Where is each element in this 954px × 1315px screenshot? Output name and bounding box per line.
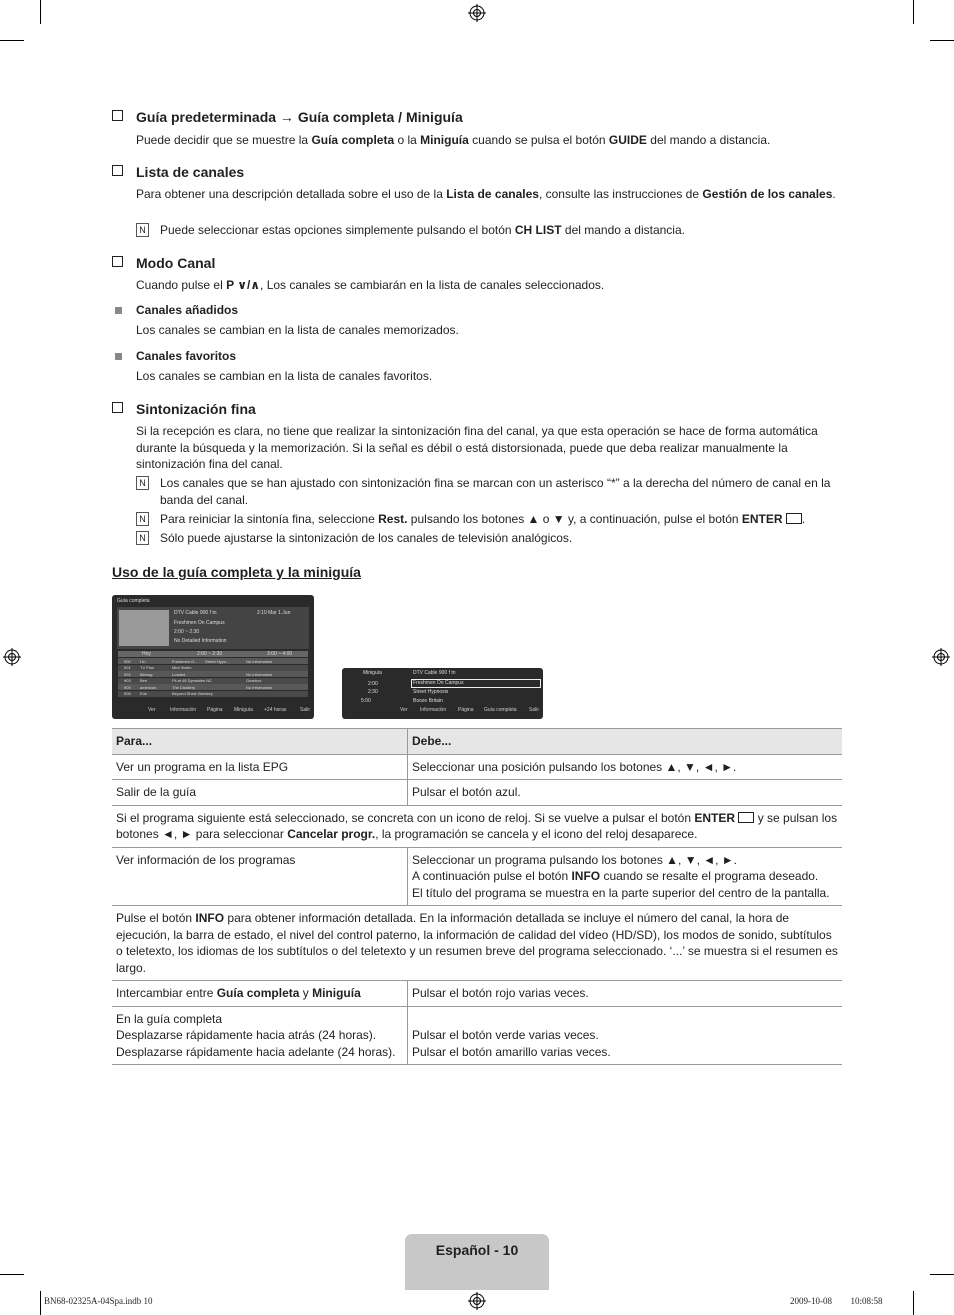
guide-grid-cell: E4e: [140, 691, 148, 696]
square-bullet-icon: [115, 307, 122, 314]
mini-footer-bar: Ver Información Página Guía completa Salir: [400, 707, 540, 713]
table-cell: Si el programa siguiente está seleccionado, se concreta con un icono de reloj. Si se vuelve a pulsar el botón ENTER y se pulsan los botones ◄, ► para seleccionar Cancelar progr., la programación se cancela y el icono del reloj desaparece.: [112, 805, 842, 847]
print-date: 2009-10-08 ￿￿ 10:08:58: [790, 1296, 883, 1306]
mini-time: 2:00: [368, 681, 378, 687]
crop-mark: [0, 40, 24, 41]
mini-program: Booze Britain: [413, 698, 443, 704]
program-name: Freshmen On Campus: [174, 620, 225, 626]
crop-mark: [913, 1291, 914, 1315]
guide-grid-cell: f tn: [140, 658, 146, 664]
crop-mark: [0, 1274, 24, 1275]
guide-grid-cell: 903: [124, 678, 131, 683]
guide-grid-cell: Street Hypn...: [205, 658, 230, 664]
guide-grid-cell: No Information: [246, 658, 273, 664]
sub-body-anadidos: Los canales se cambian en la lista de canales memorizados.: [136, 323, 459, 337]
guide-grid-cell: american: [140, 684, 157, 690]
page-number-tab: [405, 1234, 549, 1290]
channel-name: DTV Cable 900 f tn: [174, 610, 217, 616]
checkbox-bullet-icon: [112, 402, 123, 413]
guide-grid-cell: 906: [124, 691, 131, 696]
crop-mark: [40, 0, 41, 24]
crop-mark: [930, 40, 954, 41]
mini-time: 5:00: [361, 698, 371, 704]
sinto-body: Si la recepción es clara, no tiene que realizar la sintonización fina del canal, ya que esta operación se hace de forma automática durante la búsqueda y la memorización. Si la señal es débil o está distorsionada, puede que deba realizar manualmente la sintonización fina del canal.: [136, 424, 818, 471]
guide-grid-cell: Gearbox: [246, 678, 262, 683]
grid-header-left: Hoy: [142, 651, 151, 657]
guide-grid-cell: 901: [124, 665, 131, 670]
mini-time: 2:30: [368, 689, 378, 695]
crop-mark: [930, 1274, 954, 1275]
table-row: [112, 754, 842, 780]
table-header-row: [112, 729, 842, 755]
section-title-guia: Guía predeterminada → Guía completa / Miniguía: [112, 109, 463, 125]
modo-body: Cuando pulse el P ∨/∧, Los canales se cambiarán en la lista de canales seleccionados.: [136, 278, 605, 292]
enter-icon: [786, 513, 802, 524]
guia-body: Puede decidir que se muestre la Guía completa o la Miniguía cuando se pulsa el botón GUIDE del mando a distancia.: [136, 133, 771, 147]
sinto-note-3: N Sólo puede ajustarse la sintonización de los canales de televisión analógicos.: [136, 530, 846, 547]
guide-grid-cell: Freshmen O...: [172, 658, 198, 664]
lista-note: N Puede seleccionar estas opciones simplemente pulsando el botón CH LIST del mando a distancia.: [136, 222, 846, 239]
table-cell: Pulsar el botón verde varias veces. Pulsar el botón amarillo varias veces.: [408, 1006, 843, 1065]
table-cell: Pulsar el botón rojo varias veces.: [408, 981, 843, 1007]
guide-grid-cell: Bee: [140, 678, 148, 683]
mini-title: Miniguía: [363, 670, 382, 676]
note-icon: N: [136, 512, 149, 526]
guide-grid-cell: 902: [124, 671, 131, 677]
table-row: [112, 906, 842, 981]
table-cell: Seleccionar un programa pulsando los botones ▲, ▼, ◄, ►. A continuación pulse el botón INFO cuando se resalte el programa deseado. El título del programa se muestra en la parte superior del centro de la pantalla.: [408, 847, 843, 906]
crop-mark: [40, 1291, 41, 1315]
sub-body-favoritos: Los canales se cambian en la lista de canales favoritos.: [136, 369, 433, 383]
checkbox-bullet-icon: [112, 110, 123, 121]
table-cell: Intercambiar entre Guía completa y Miniguía: [112, 981, 408, 1007]
sub-title-favoritos: Canales favoritos: [136, 349, 237, 363]
table-row: [112, 847, 842, 906]
guide-grid-cell: Mint Victim: [172, 665, 192, 670]
section-title-lista: Lista de canales: [112, 164, 244, 180]
guide-grid-cell: Bitmag: [140, 671, 153, 677]
guide-grid-cell: Beyond Shed: Bumkey: [172, 691, 213, 696]
registration-mark-icon: [932, 648, 950, 666]
table-row: [112, 1006, 842, 1065]
page-number-label: Español - 10: [435, 1242, 519, 1258]
square-bullet-icon: [115, 353, 122, 360]
screen-footer-bar: Ver Información Página Miniguía +24 horas Salir: [148, 707, 311, 713]
table-cell: Seleccionar una posición pulsando los botones ▲, ▼, ◄, ►.: [408, 754, 843, 780]
table-cell: En la guía completa Desplazarse rápidamente hacia atrás (24 horas). Desplazarse rápidamente hacia adelante (24 horas).: [112, 1006, 408, 1065]
miniguia-screen: [342, 668, 543, 719]
mini-channel: DTV Cable 900 f tn: [413, 670, 456, 676]
program-range: 2:00 ~ 2:30: [174, 629, 200, 635]
program-info: No Detailed Information: [174, 638, 227, 644]
grid-header-right: 3:00 ~ 4:00: [267, 651, 293, 657]
table-row: [112, 981, 842, 1007]
guia-completa-screen: [112, 595, 314, 719]
table-row: [112, 780, 842, 806]
section-title-modo: Modo Canal: [112, 255, 215, 271]
guide-grid-cell: 900: [124, 658, 131, 664]
table-header-cell: Debe...: [408, 729, 843, 755]
guide-grid-cell: 905: [124, 684, 131, 690]
preview-thumbnail: [119, 610, 169, 646]
guide-grid-cell: Loaded: [172, 671, 186, 677]
guide-grid-cell: No Information: [246, 684, 273, 690]
checkbox-bullet-icon: [112, 256, 123, 267]
table-header-cell: Para...: [112, 729, 408, 755]
table-cell: Ver información de los programas: [112, 847, 408, 906]
registration-mark-icon: [3, 648, 21, 666]
table-cell: Pulse el botón INFO para obtener información detallada. En la información detallada se incluye el número del canal, la hora de ejecución, la barra de estado, el nivel del control paterno, la información de calidad del vídeo (HD/SD), los modos de sonido, subtítulos o teletexto, los idiomas de los subtítulos o del teletexto y un resumen breve del programa seleccionado. ‘...’ se muestra si el resumen es largo.: [112, 906, 842, 981]
sinto-note-2: N Para reiniciar la sintonía fina, seleccione Rest. pulsando los botones ▲ o ▼ y, a continuación, pulse el botón ENTER .: [136, 511, 846, 528]
table-cell: Salir de la guía: [112, 780, 408, 806]
sub-title-anadidos: Canales añadidos: [136, 303, 239, 317]
note-icon: N: [136, 531, 149, 545]
uso-title: Uso de la guía completa y la miniguía: [112, 564, 361, 580]
guide-grid-cell: TV Plus: [140, 665, 155, 670]
file-name: BN68-02325A-04Spa.indb 10: [44, 1296, 153, 1306]
screen-title: Guía completa: [117, 598, 150, 604]
note-icon: N: [136, 476, 149, 490]
mini-program: Street Hypnosis: [413, 689, 449, 695]
lista-body: Para obtener una descripción detallada sobre el uso de la Lista de canales, consulte las instrucciones de Gestión de los canales.: [136, 187, 836, 201]
grid-header-mid: 2:00 ~ 2:30: [197, 651, 223, 657]
section-title-sinto: Sintonización fina: [112, 401, 256, 417]
instructions-table: [112, 728, 842, 1065]
note-icon: N: [136, 223, 149, 237]
mini-program: Freshmen On Campus: [413, 680, 464, 686]
guide-grid-cell: Fit at 48 Dynasties NC: [172, 678, 213, 683]
table-row: [112, 805, 842, 847]
enter-icon: [738, 812, 754, 823]
checkbox-bullet-icon: [112, 165, 123, 176]
guide-grid-cell: The Distillery: [172, 684, 196, 690]
clock: 2:10 Mar 1 Jun: [257, 610, 291, 616]
sinto-note-1: N Los canales que se han ajustado con sintonización fina se marcan con un asterisco “*” a la derecha del número de canal en la banda del canal.: [136, 475, 842, 508]
guide-grid-cell: No Information: [246, 671, 273, 677]
crop-mark: [913, 0, 914, 24]
table-cell: Pulsar el botón azul.: [408, 780, 843, 806]
registration-mark-icon: [468, 4, 486, 22]
registration-mark-icon: [468, 1292, 486, 1310]
table-cell: Ver un programa en la lista EPG: [112, 754, 408, 780]
